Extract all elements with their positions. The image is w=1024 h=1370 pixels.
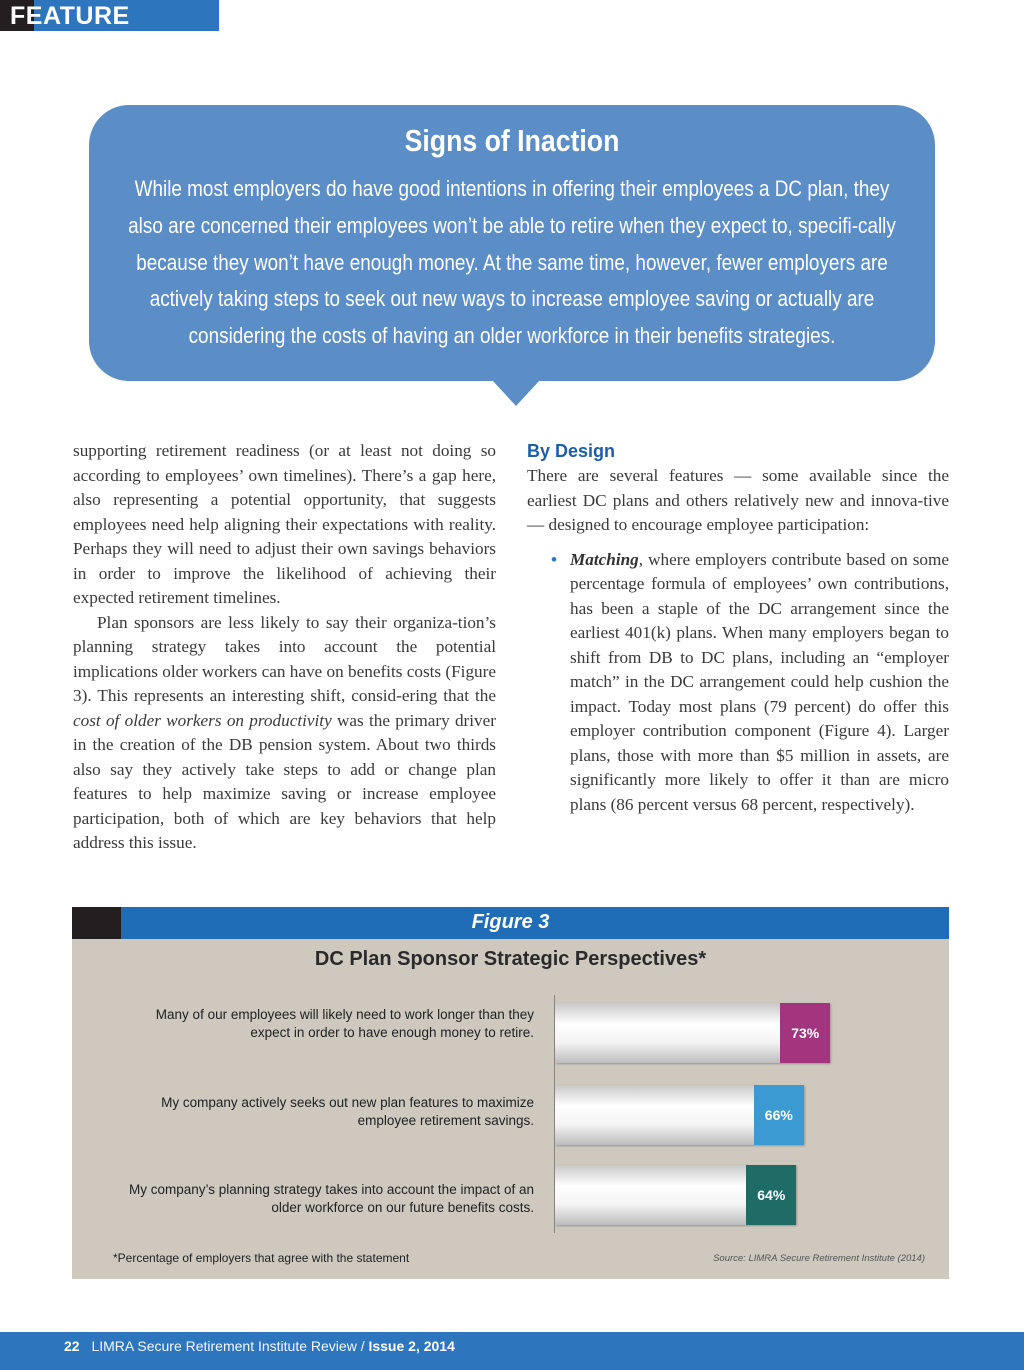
left-column <box>73 439 496 856</box>
bar-3-value: 64% <box>746 1165 796 1225</box>
bullet-term: Matching <box>570 549 639 569</box>
right-intro: There are several features — some available since the earliest DC plans and others relatively new and innova-tive — designed to encourage employee participation: <box>527 466 949 534</box>
callout-title: Signs of Inaction <box>404 123 620 158</box>
category-label-3: My company’s planning strategy takes into account the impact of an older workforce on our future benefits costs. <box>129 1182 534 1215</box>
section-heading: By Design <box>527 441 616 461</box>
category-label-1: Many of our employees will likely need to work longer than they expect in order to have enough money to retire. <box>155 1007 534 1040</box>
bar-2 <box>555 1085 804 1145</box>
bar-1-value: 73% <box>780 1003 830 1063</box>
figure-label: Figure 3 <box>471 911 550 933</box>
bar-3 <box>555 1165 796 1225</box>
figure-3 <box>72 907 949 1279</box>
callout-pointer <box>492 380 540 406</box>
left-paragraph-2 <box>73 611 496 856</box>
bullet-icon: • <box>551 549 558 569</box>
left-paragraph-1: supporting retirement readiness (or at least not doing so according to employees’ own timelines). There’s a gap here, also representing a potential opportunity, that suggests employees need help aligning their expectations with reality. Perhaps they will need to adjust their own savings behaviors in order to improve the likelihood of achieving their expected retirement timelines. <box>73 441 496 607</box>
figure-header <box>72 907 949 939</box>
chart-title: DC Plan Sponsor Strategic Perspectives* <box>314 948 707 970</box>
footer-text <box>64 1338 455 1354</box>
section-tag <box>0 0 219 31</box>
publication-name: LIMRA Secure Retirement Institute Review / <box>91 1338 365 1354</box>
list-item <box>527 548 949 818</box>
left-paragraph-2-end: was the primary driver in the creation of the DB pension system. About two thirds also say they actively take steps to add or change plan features to help maximize saving or increase employee participation, both of which are key behaviors that help address this issue. <box>73 710 496 852</box>
callout-box <box>89 105 935 381</box>
bar-2-value: 66% <box>754 1085 804 1145</box>
bullet-text: , where employers contribute based on some percentage formula of employees’ own contributions, has been a staple of the DC arrangement since the earliest 401(k) plans. When many employers began to shift from DB to DC plans, including an “employer match” in the DC arrangement could help cushion the impact. Today most plans (79 percent) do offer this employer contribution component (Figure 4). Larger plans, those with more than $5 million in assets, are significantly more likely to offer it than are micro plans (86 percent versus 68 percent, respectively). <box>570 549 949 814</box>
section-tag-label: FEATURE <box>10 2 130 30</box>
page-number: 22 <box>64 1338 80 1354</box>
category-label-2: My company actively seeks out new plan features to maximize employee retirement savings. <box>161 1095 534 1128</box>
callout-body: While most employers do have good intentions in offering their employees a DC plan, they also are concerned their employees won’t be able to retire when they expect to, specifi-cally because they won’t have enough money. At the same time, however, fewer employers are actively taking steps to seek out new ways to increase employee saving or actually are considering the costs of having an older workforce in their benefits strategies. <box>128 176 896 349</box>
issue-label: Issue 2, 2014 <box>368 1338 455 1354</box>
figure-source: Source: LIMRA Secure Retirement Institute (2014) <box>713 1253 925 1264</box>
feature-list <box>527 548 949 818</box>
left-paragraph-2-emphasis: cost of older workers on productivity <box>73 710 332 730</box>
right-column <box>527 439 949 817</box>
left-paragraph-2-start: Plan sponsors are less likely to say their organiza-tion’s planning strategy takes into account the potential implications older workers can have on benefits costs (Figure 3). This represents an interesting shift, consid-ering that the <box>73 612 496 705</box>
bar-1 <box>555 1003 830 1063</box>
page-footer <box>0 1332 1024 1370</box>
figure-footnote: *Percentage of employers that agree with the statement <box>113 1251 410 1265</box>
